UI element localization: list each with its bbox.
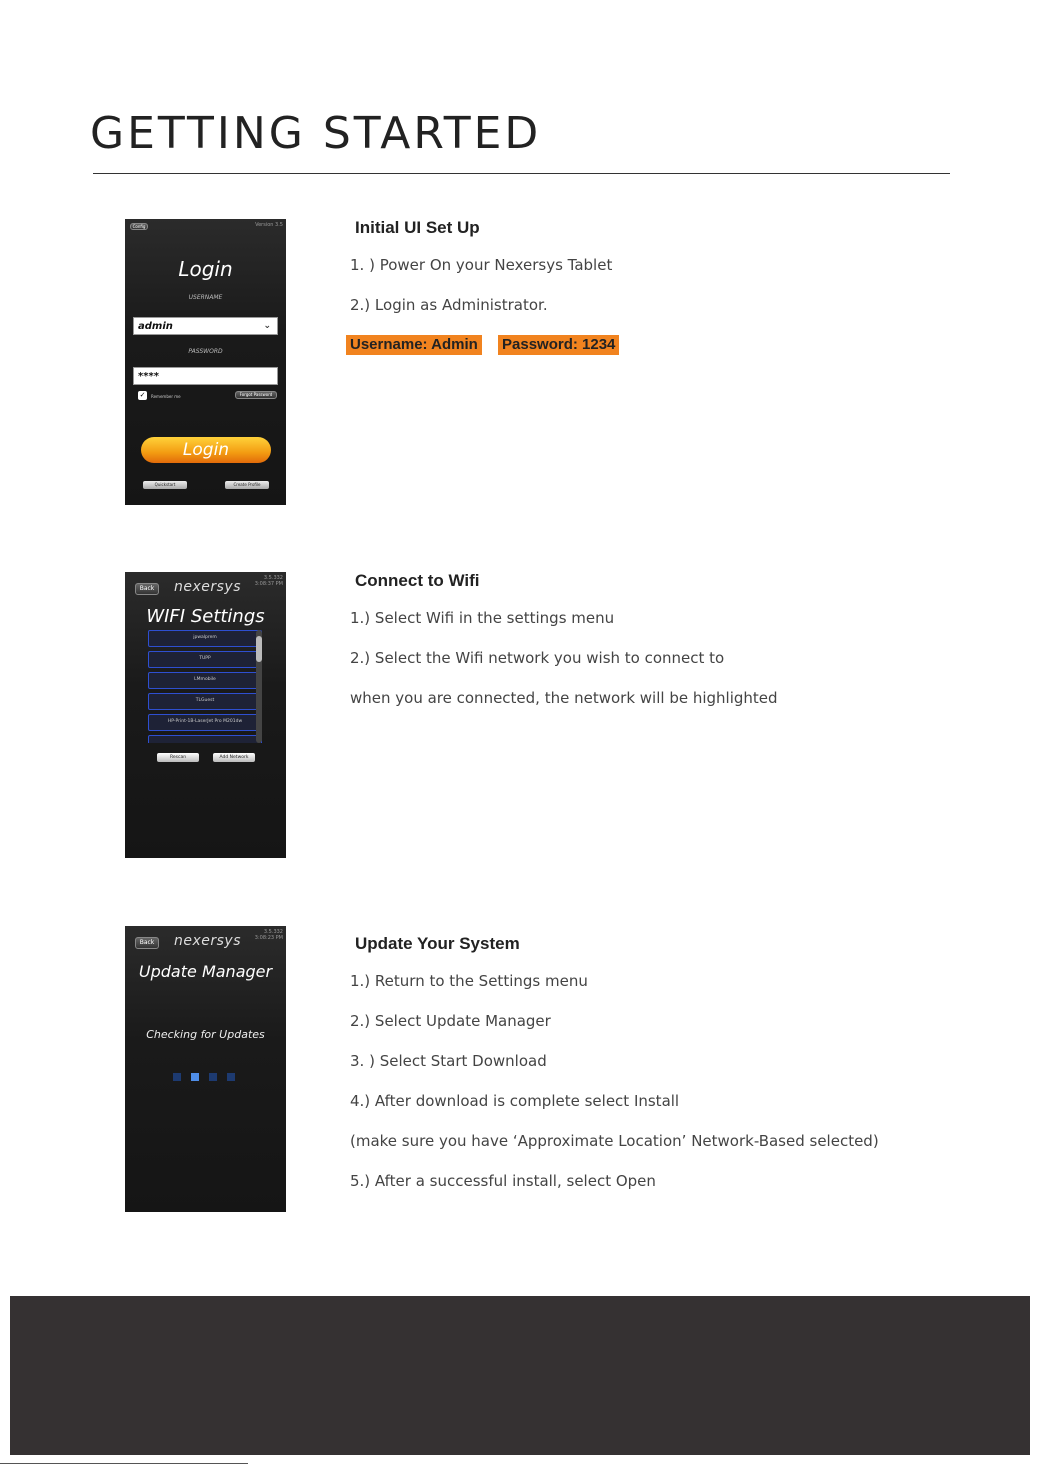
brand-logo: nexersys <box>174 933 242 949</box>
version-number: 3.5.332 <box>263 929 283 935</box>
checkbox-check-icon: ✓ <box>139 391 146 399</box>
password-credential: Password: 1234 <box>498 335 619 355</box>
progress-dot <box>209 1073 217 1081</box>
back-button: Back <box>135 937 159 949</box>
network-item: LMmobile <box>148 672 262 689</box>
progress-dot <box>173 1073 181 1081</box>
progress-dot <box>227 1073 235 1081</box>
section-heading-update: Update Your System <box>355 934 520 953</box>
section-heading-wifi: Connect to Wifi <box>355 571 480 590</box>
update-step-note: (make sure you have ‘Approximate Location’ Network-Based selected) <box>350 1132 879 1150</box>
wifi-step-3: when you are connected, the network will be highlighted <box>350 689 778 707</box>
clock-time: 3:08:37 PM <box>254 581 283 587</box>
username-label: USERNAME <box>188 294 223 301</box>
progress-dot <box>191 1073 199 1081</box>
add-network-button: Add Network <box>213 753 255 762</box>
update-title: Update Manager <box>138 962 273 981</box>
clock-time: 3:08:23 PM <box>254 935 283 941</box>
wifi-step-2: 2.) Select the Wifi network you wish to connect to <box>350 649 725 667</box>
wifi-step-1: 1.) Select Wifi in the settings menu <box>350 609 615 627</box>
username-credential: Username: Admin <box>346 335 482 355</box>
network-scrollbar <box>256 630 262 743</box>
network-item <box>148 735 262 743</box>
brand-logo: nexersys <box>174 579 242 595</box>
update-screenshot <box>125 926 286 1212</box>
progress-dots <box>173 1072 237 1082</box>
rescan-button: Rescan <box>157 753 199 762</box>
username-value: admin <box>138 321 173 332</box>
update-status: Checking for Updates <box>146 1028 265 1041</box>
update-step-5: 5.) After a successful install, select Open <box>350 1172 656 1190</box>
network-item: TLGuest <box>148 693 262 710</box>
network-item: HP-Print-1B-LaserJet Pro M201dw <box>148 714 262 731</box>
config-button: Config <box>130 223 148 230</box>
section-heading-setup: Initial UI Set Up <box>355 218 480 237</box>
version-label <box>255 929 283 941</box>
setup-step-2: 2.) Login as Administrator. <box>350 296 548 314</box>
update-step-3: 3. ) Select Start Download <box>350 1052 547 1070</box>
footer-band <box>10 1296 1030 1455</box>
title-divider <box>93 173 950 174</box>
page-title: GETTING STARTED <box>90 108 542 159</box>
wifi-title: WIFI Settings <box>146 606 265 627</box>
network-item: TUPP <box>148 651 262 668</box>
wifi-screenshot <box>125 572 286 858</box>
bottom-divider <box>0 1463 248 1464</box>
login-button: Login <box>141 437 271 463</box>
remember-me-label: Remember me <box>151 394 181 399</box>
quickstart-button: Quickstart <box>143 481 187 489</box>
version-number: 3.5.332 <box>263 575 283 581</box>
version-label: Version 3.5 <box>255 222 283 228</box>
update-step-1: 1.) Return to the Settings menu <box>350 972 588 990</box>
setup-step-1: 1. ) Power On your Nexersys Tablet <box>350 256 613 274</box>
update-step-2: 2.) Select Update Manager <box>350 1012 551 1030</box>
forgot-password-button: Forgot Password <box>235 391 277 399</box>
scrollbar-thumb <box>256 636 262 662</box>
username-field <box>133 317 278 335</box>
chevron-down-icon: ⌄ <box>263 321 271 331</box>
update-step-4: 4.) After download is complete select Install <box>350 1092 680 1110</box>
password-label: PASSWORD <box>188 348 223 355</box>
create-profile-button: Create Profile <box>225 481 269 489</box>
password-field: **** <box>133 367 278 385</box>
version-label <box>255 575 283 587</box>
network-list <box>148 630 262 743</box>
login-screenshot <box>125 219 286 505</box>
login-title: Login <box>178 257 233 281</box>
back-button: Back <box>135 583 159 595</box>
network-item: jpwalprem <box>148 630 262 647</box>
